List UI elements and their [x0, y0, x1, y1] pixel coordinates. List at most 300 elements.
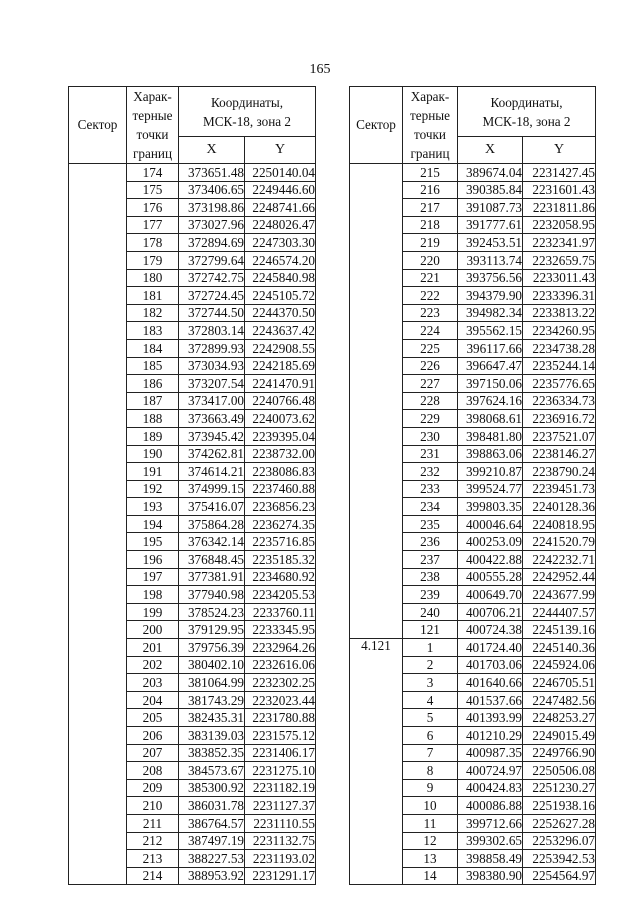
point-cell: 186 — [127, 375, 179, 393]
x-cell: 389674.04 — [458, 164, 523, 182]
x-cell: 400422.88 — [458, 551, 523, 569]
point-cell: 211 — [127, 814, 179, 832]
sector-cell — [350, 181, 403, 199]
sector-cell — [69, 621, 127, 639]
y-cell: 2231811.86 — [523, 199, 596, 217]
point-cell: 217 — [403, 199, 458, 217]
x-cell: 372894.69 — [179, 234, 245, 252]
y-cell: 2232341.97 — [523, 234, 596, 252]
sector-cell — [69, 251, 127, 269]
y-cell: 2231275.10 — [245, 762, 316, 780]
point-cell: 3 — [403, 674, 458, 692]
y-cell: 2236274.35 — [245, 515, 316, 533]
sector-cell — [69, 164, 127, 182]
sector-cell — [69, 551, 127, 569]
table-row — [350, 639, 596, 657]
x-cell: 375864.28 — [179, 515, 245, 533]
y-cell: 2232964.26 — [245, 639, 316, 657]
x-cell: 391087.73 — [458, 199, 523, 217]
x-cell: 401210.29 — [458, 727, 523, 745]
x-cell: 375416.07 — [179, 498, 245, 516]
x-cell: 379756.39 — [179, 639, 245, 657]
table-row — [350, 727, 596, 745]
table-row — [350, 814, 596, 832]
sector-cell — [69, 867, 127, 885]
sector-cell — [69, 603, 127, 621]
point-cell: 175 — [127, 181, 179, 199]
x-cell: 382435.31 — [179, 709, 245, 727]
table-row — [69, 867, 316, 885]
x-cell: 393756.56 — [458, 269, 523, 287]
y-cell: 2246574.20 — [245, 251, 316, 269]
x-cell: 381064.99 — [179, 674, 245, 692]
y-cell: 2242952.44 — [523, 568, 596, 586]
sector-cell — [350, 551, 403, 569]
sector-cell — [350, 568, 403, 586]
x-cell: 396647.47 — [458, 357, 523, 375]
x-cell: 372724.45 — [179, 287, 245, 305]
y-cell: 2231575.12 — [245, 727, 316, 745]
table-row — [69, 164, 316, 182]
x-cell: 392453.51 — [458, 234, 523, 252]
y-cell: 2242908.55 — [245, 339, 316, 357]
table-row — [69, 463, 316, 481]
point-cell: 200 — [127, 621, 179, 639]
y-cell: 2242232.71 — [523, 551, 596, 569]
y-cell: 2249015.49 — [523, 727, 596, 745]
x-cell: 399210.87 — [458, 463, 523, 481]
table-row — [69, 410, 316, 428]
y-cell: 2231132.75 — [245, 832, 316, 850]
table-row — [69, 832, 316, 850]
sector-cell — [350, 463, 403, 481]
point-cell: 239 — [403, 586, 458, 604]
x-cell: 398858.49 — [458, 850, 523, 868]
table-row — [69, 586, 316, 604]
point-cell: 208 — [127, 762, 179, 780]
y-cell: 2238732.00 — [245, 445, 316, 463]
y-cell: 2244407.57 — [523, 603, 596, 621]
point-cell: 209 — [127, 779, 179, 797]
y-cell: 2243637.42 — [245, 322, 316, 340]
x-cell: 401724.40 — [458, 639, 523, 657]
sector-cell — [69, 779, 127, 797]
sector-cell — [350, 216, 403, 234]
table-row — [69, 797, 316, 815]
x-cell: 373651.48 — [179, 164, 245, 182]
y-cell: 2235716.85 — [245, 533, 316, 551]
point-cell: 179 — [127, 251, 179, 269]
y-cell: 2238086.83 — [245, 463, 316, 481]
table-row — [69, 674, 316, 692]
point-cell: 180 — [127, 269, 179, 287]
point-cell: 205 — [127, 709, 179, 727]
table-row — [350, 287, 596, 305]
sector-cell — [69, 533, 127, 551]
sector-cell — [69, 727, 127, 745]
x-cell: 399803.35 — [458, 498, 523, 516]
y-cell: 2232659.75 — [523, 251, 596, 269]
sector-cell — [69, 392, 127, 410]
sector-cell — [350, 850, 403, 868]
sector-cell — [69, 814, 127, 832]
x-cell: 384573.67 — [179, 762, 245, 780]
point-cell: 121 — [403, 621, 458, 639]
x-cell: 376848.45 — [179, 551, 245, 569]
point-cell: 228 — [403, 392, 458, 410]
sector-cell — [350, 322, 403, 340]
x-cell: 398481.80 — [458, 427, 523, 445]
sector-cell — [350, 375, 403, 393]
sector-cell — [69, 515, 127, 533]
x-cell: 396117.66 — [458, 339, 523, 357]
table-row — [350, 621, 596, 639]
point-cell: 1 — [403, 639, 458, 657]
x-cell: 373945.42 — [179, 427, 245, 445]
x-cell: 386764.57 — [179, 814, 245, 832]
table-row — [350, 744, 596, 762]
point-cell: 201 — [127, 639, 179, 657]
y-cell: 2233345.95 — [245, 621, 316, 639]
y-cell: 2239451.73 — [523, 480, 596, 498]
sector-cell — [69, 832, 127, 850]
x-cell: 373207.54 — [179, 375, 245, 393]
header-y: Y — [245, 137, 316, 164]
sector-cell — [350, 814, 403, 832]
table-row — [350, 779, 596, 797]
x-cell: 397624.16 — [458, 392, 523, 410]
coordinates-table-right — [349, 86, 596, 885]
point-cell: 233 — [403, 480, 458, 498]
sector-cell — [69, 234, 127, 252]
x-cell: 399302.65 — [458, 832, 523, 850]
table-row — [350, 339, 596, 357]
header-points: Харак- терные точки границ — [403, 87, 458, 164]
x-cell: 381743.29 — [179, 691, 245, 709]
y-cell: 2245105.72 — [245, 287, 316, 305]
table-row — [350, 832, 596, 850]
point-cell: 234 — [403, 498, 458, 516]
table-row — [69, 656, 316, 674]
point-cell: 221 — [403, 269, 458, 287]
point-cell: 222 — [403, 287, 458, 305]
table-row — [350, 691, 596, 709]
x-cell: 400649.70 — [458, 586, 523, 604]
x-cell: 383139.03 — [179, 727, 245, 745]
point-cell: 227 — [403, 375, 458, 393]
y-cell: 2247482.56 — [523, 691, 596, 709]
table-row — [350, 251, 596, 269]
table-row — [350, 480, 596, 498]
point-cell: 174 — [127, 164, 179, 182]
table-row — [69, 234, 316, 252]
point-cell: 223 — [403, 304, 458, 322]
coordinates-table-left — [68, 86, 316, 885]
sector-cell — [69, 304, 127, 322]
sector-cell — [350, 251, 403, 269]
x-cell: 372742.75 — [179, 269, 245, 287]
x-cell: 390385.84 — [458, 181, 523, 199]
x-cell: 376342.14 — [179, 533, 245, 551]
table-row — [69, 533, 316, 551]
sector-cell — [350, 392, 403, 410]
point-cell: 202 — [127, 656, 179, 674]
point-cell: 13 — [403, 850, 458, 868]
header-x: X — [179, 137, 245, 164]
point-cell: 189 — [127, 427, 179, 445]
y-cell: 2246705.51 — [523, 674, 596, 692]
table-row — [69, 709, 316, 727]
point-cell: 185 — [127, 357, 179, 375]
sector-cell — [69, 639, 127, 657]
table-row — [350, 867, 596, 885]
y-cell: 2232058.95 — [523, 216, 596, 234]
sector-cell — [350, 656, 403, 674]
sector-cell — [350, 199, 403, 217]
table-row — [350, 551, 596, 569]
sector-cell — [350, 586, 403, 604]
table-row — [69, 322, 316, 340]
x-cell: 401393.99 — [458, 709, 523, 727]
sector-cell — [69, 691, 127, 709]
sector-cell — [69, 463, 127, 481]
x-cell: 379129.95 — [179, 621, 245, 639]
point-cell: 182 — [127, 304, 179, 322]
sector-cell — [69, 850, 127, 868]
table-row — [350, 709, 596, 727]
point-cell: 225 — [403, 339, 458, 357]
x-cell: 374999.15 — [179, 480, 245, 498]
table-row — [69, 357, 316, 375]
table-row — [69, 603, 316, 621]
point-cell: 204 — [127, 691, 179, 709]
y-cell: 2231291.17 — [245, 867, 316, 885]
x-cell: 372744.50 — [179, 304, 245, 322]
y-cell: 2240818.95 — [523, 515, 596, 533]
point-cell: 215 — [403, 164, 458, 182]
sector-cell — [350, 674, 403, 692]
table-row — [69, 814, 316, 832]
sector-cell — [350, 762, 403, 780]
point-cell: 181 — [127, 287, 179, 305]
header-coordinates: Координаты, МСК-18, зона 2 — [179, 87, 316, 137]
point-cell: 212 — [127, 832, 179, 850]
sector-cell — [69, 199, 127, 217]
point-cell: 240 — [403, 603, 458, 621]
table-row — [350, 304, 596, 322]
y-cell: 2231193.02 — [245, 850, 316, 868]
point-cell: 6 — [403, 727, 458, 745]
sector-cell — [350, 691, 403, 709]
table-row — [350, 586, 596, 604]
point-cell: 229 — [403, 410, 458, 428]
point-cell: 224 — [403, 322, 458, 340]
table-row — [350, 375, 596, 393]
table-row — [350, 392, 596, 410]
table-row — [69, 375, 316, 393]
sector-cell — [69, 656, 127, 674]
point-cell: 191 — [127, 463, 179, 481]
sector-cell — [350, 867, 403, 885]
x-cell: 388953.92 — [179, 867, 245, 885]
sector-cell — [69, 445, 127, 463]
sector-cell — [350, 164, 403, 182]
table-row — [350, 762, 596, 780]
sector-cell — [69, 762, 127, 780]
x-cell: 373663.49 — [179, 410, 245, 428]
y-cell: 2236916.72 — [523, 410, 596, 428]
table-row — [69, 568, 316, 586]
point-cell: 5 — [403, 709, 458, 727]
sector-cell — [69, 339, 127, 357]
sector-cell — [350, 269, 403, 287]
sector-cell — [69, 375, 127, 393]
y-cell: 2234680.92 — [245, 568, 316, 586]
x-cell: 401537.66 — [458, 691, 523, 709]
point-cell: 7 — [403, 744, 458, 762]
x-cell: 400706.21 — [458, 603, 523, 621]
sector-cell — [69, 797, 127, 815]
table-row — [350, 357, 596, 375]
table-row — [350, 463, 596, 481]
x-cell: 386031.78 — [179, 797, 245, 815]
sector-cell — [69, 568, 127, 586]
x-cell: 373406.65 — [179, 181, 245, 199]
table-row — [69, 691, 316, 709]
sector-cell — [350, 727, 403, 745]
table-row — [350, 674, 596, 692]
table-row — [69, 427, 316, 445]
x-cell: 395562.15 — [458, 322, 523, 340]
x-cell: 373417.00 — [179, 392, 245, 410]
y-cell: 2248253.27 — [523, 709, 596, 727]
point-cell: 219 — [403, 234, 458, 252]
sector-cell — [69, 427, 127, 445]
x-cell: 394379.90 — [458, 287, 523, 305]
sector-cell — [350, 304, 403, 322]
table-row — [350, 515, 596, 533]
x-cell: 400253.09 — [458, 533, 523, 551]
x-cell: 400987.35 — [458, 744, 523, 762]
x-cell: 401703.06 — [458, 656, 523, 674]
y-cell: 2237460.88 — [245, 480, 316, 498]
x-cell: 399712.66 — [458, 814, 523, 832]
y-cell: 2245139.16 — [523, 621, 596, 639]
sector-cell — [350, 287, 403, 305]
point-cell: 2 — [403, 656, 458, 674]
y-cell: 2245924.06 — [523, 656, 596, 674]
x-cell: 373198.86 — [179, 199, 245, 217]
point-cell: 237 — [403, 551, 458, 569]
y-cell: 2233011.43 — [523, 269, 596, 287]
point-cell: 213 — [127, 850, 179, 868]
x-cell: 400724.38 — [458, 621, 523, 639]
sector-cell — [69, 674, 127, 692]
sector-cell — [350, 515, 403, 533]
table-row — [69, 269, 316, 287]
y-cell: 2251230.27 — [523, 779, 596, 797]
y-cell: 2253296.07 — [523, 832, 596, 850]
table-row — [69, 551, 316, 569]
sector-cell — [350, 603, 403, 621]
point-cell: 193 — [127, 498, 179, 516]
table-row — [69, 251, 316, 269]
table-row — [350, 164, 596, 182]
x-cell: 372899.93 — [179, 339, 245, 357]
point-cell: 203 — [127, 674, 179, 692]
x-cell: 400424.83 — [458, 779, 523, 797]
x-cell: 374262.81 — [179, 445, 245, 463]
table-row — [350, 603, 596, 621]
table-row — [350, 498, 596, 516]
point-cell: 226 — [403, 357, 458, 375]
y-cell: 2253942.53 — [523, 850, 596, 868]
point-cell: 216 — [403, 181, 458, 199]
point-cell: 198 — [127, 586, 179, 604]
x-cell: 391777.61 — [458, 216, 523, 234]
point-cell: 220 — [403, 251, 458, 269]
y-cell: 2242185.69 — [245, 357, 316, 375]
point-cell: 9 — [403, 779, 458, 797]
y-cell: 2236334.73 — [523, 392, 596, 410]
header-sector: Сектор — [350, 87, 403, 164]
sector-cell — [69, 709, 127, 727]
y-cell: 2236856.23 — [245, 498, 316, 516]
sector-cell — [350, 498, 403, 516]
table-row — [69, 216, 316, 234]
x-cell: 398863.06 — [458, 445, 523, 463]
point-cell: 210 — [127, 797, 179, 815]
point-cell: 190 — [127, 445, 179, 463]
x-cell: 377940.98 — [179, 586, 245, 604]
point-cell: 206 — [127, 727, 179, 745]
sector-cell — [350, 797, 403, 815]
y-cell: 2240128.36 — [523, 498, 596, 516]
point-cell: 12 — [403, 832, 458, 850]
x-cell: 400046.64 — [458, 515, 523, 533]
sector-cell — [350, 779, 403, 797]
x-cell: 383852.35 — [179, 744, 245, 762]
y-cell: 2250140.04 — [245, 164, 316, 182]
y-cell: 2243677.99 — [523, 586, 596, 604]
point-cell: 232 — [403, 463, 458, 481]
sector-cell — [350, 533, 403, 551]
y-cell: 2241470.91 — [245, 375, 316, 393]
sector-cell — [350, 427, 403, 445]
sector-cell — [350, 339, 403, 357]
x-cell: 372799.64 — [179, 251, 245, 269]
x-cell: 373027.96 — [179, 216, 245, 234]
y-cell: 2251938.16 — [523, 797, 596, 815]
table-row — [350, 181, 596, 199]
y-cell: 2233760.11 — [245, 603, 316, 621]
point-cell: 197 — [127, 568, 179, 586]
table-row — [350, 445, 596, 463]
x-cell: 378524.23 — [179, 603, 245, 621]
sector-cell — [350, 480, 403, 498]
y-cell: 2231601.43 — [523, 181, 596, 199]
table-row — [350, 216, 596, 234]
table-row — [69, 498, 316, 516]
y-cell: 2232616.06 — [245, 656, 316, 674]
x-cell: 385300.92 — [179, 779, 245, 797]
y-cell: 2248741.66 — [245, 199, 316, 217]
sector-cell — [350, 709, 403, 727]
y-cell: 2231110.55 — [245, 814, 316, 832]
header-x: X — [458, 137, 523, 164]
table-row — [69, 287, 316, 305]
x-cell: 394982.34 — [458, 304, 523, 322]
